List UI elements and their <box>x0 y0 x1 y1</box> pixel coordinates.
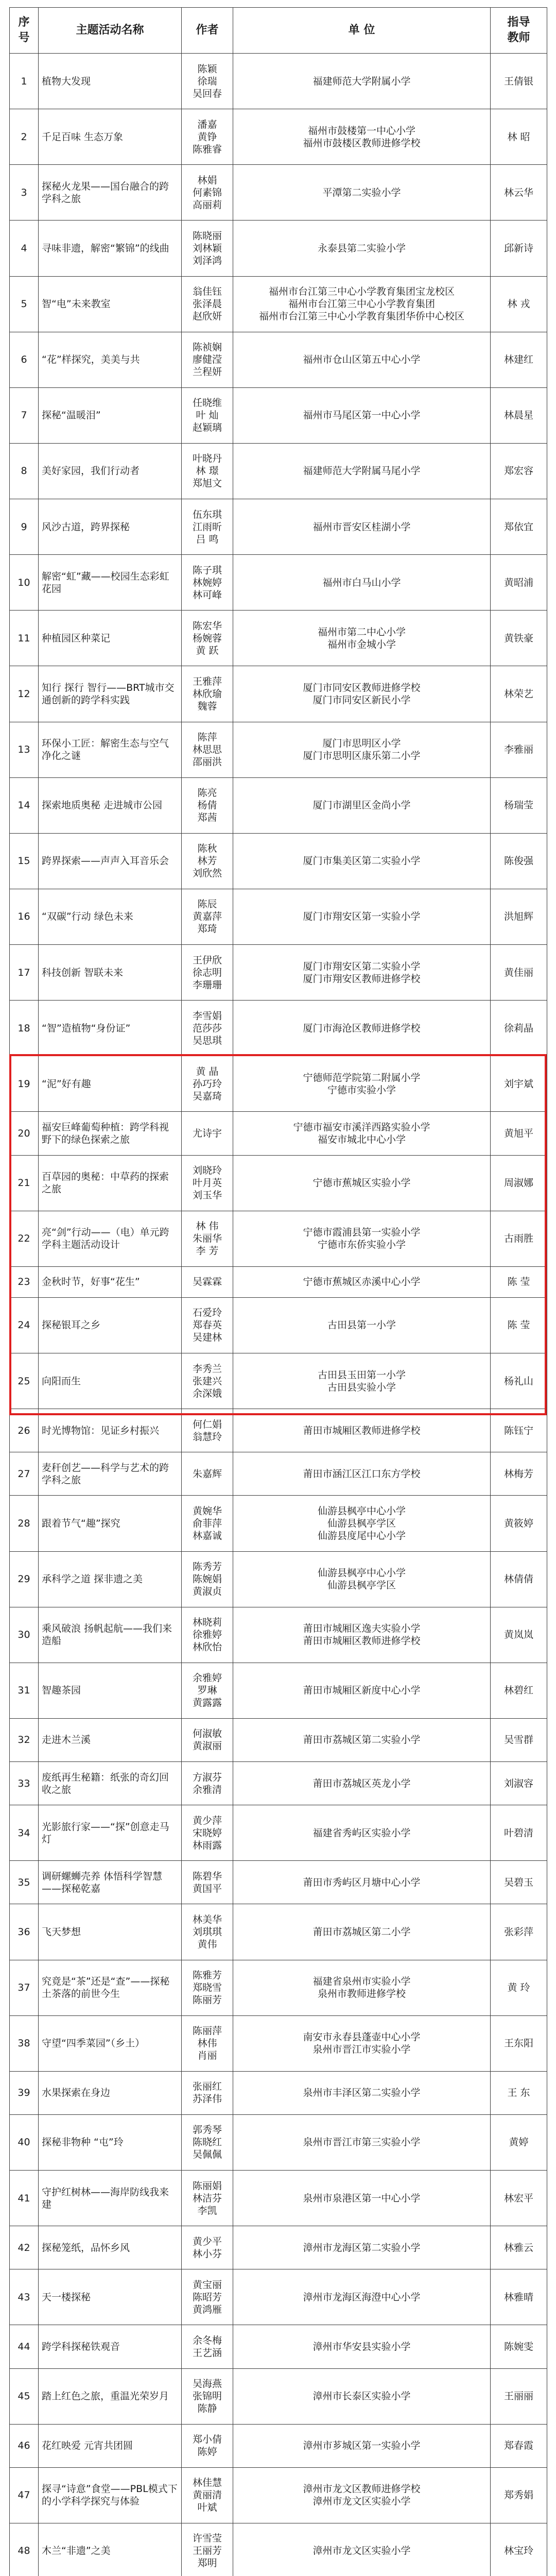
cell-no: 9 <box>10 499 39 555</box>
table-row <box>10 1112 547 1155</box>
cell-teacher: 黄旭平 <box>491 1112 547 1155</box>
table-row <box>10 1211 547 1266</box>
cell-author: 林佳慧 黄丽清 叶斌 <box>182 2467 233 2523</box>
table-row <box>10 2325 547 2368</box>
cell-unit: 宁德市蕉城区赤溪中心小学 <box>233 1266 491 1297</box>
table-row <box>10 1452 547 1496</box>
cell-no: 41 <box>10 2171 39 2226</box>
cell-unit: 莆田市荔城区第二小学 <box>233 1904 491 1960</box>
header-author: 作者 <box>182 8 233 54</box>
cell-no: 46 <box>10 2424 39 2467</box>
cell-unit: 古田县第一小学 <box>233 1297 491 1353</box>
cell-author: 黄少萍 宋晓婷 林雨露 <box>182 1805 233 1861</box>
cell-no: 4 <box>10 221 39 276</box>
cell-teacher: 杨礼山 <box>491 1353 547 1409</box>
cell-no: 11 <box>10 611 39 666</box>
table-header-row <box>10 8 547 54</box>
cell-unit: 厦门市集美区第二实验小学 <box>233 833 491 889</box>
cell-no: 23 <box>10 1266 39 1297</box>
cell-teacher: 林雅晴 <box>491 2269 547 2325</box>
header-teacher: 指导 教师 <box>491 8 547 54</box>
cell-title: 向阳而生 <box>39 1353 182 1409</box>
document <box>9 7 547 2576</box>
cell-unit: 漳州市华安县实验小学 <box>233 2325 491 2368</box>
cell-author: 陈秋 林芳 刘欣然 <box>182 833 233 889</box>
cell-unit: 厦门市翔安区第一实验小学 <box>233 889 491 944</box>
cell-no: 43 <box>10 2269 39 2325</box>
cell-title: 金秋时节，好事“花生” <box>39 1266 182 1297</box>
cell-teacher: 黄 玲 <box>491 1960 547 2015</box>
cell-author: 余冬梅 王艺涵 <box>182 2325 233 2368</box>
cell-title: 调研螺蛳壳养 体悟科学智慧——探秘乾嘉 <box>39 1861 182 1904</box>
cell-no: 39 <box>10 2071 39 2114</box>
table-body <box>10 54 547 2576</box>
cell-title: 麦秆创艺——科学与艺术的跨学科之旅 <box>39 1452 182 1496</box>
cell-no: 1 <box>10 54 39 109</box>
cell-no: 24 <box>10 1297 39 1353</box>
cell-no: 12 <box>10 666 39 722</box>
table-row <box>10 1155 547 1211</box>
cell-unit: 莆田市荔城区英龙小学 <box>233 1762 491 1805</box>
table-row <box>10 611 547 666</box>
table-row <box>10 1904 547 1960</box>
cell-title: 守望“四季菜园”（乡土） <box>39 2015 182 2071</box>
cell-unit: 宁德师范学院第二附属小学 宁德市实验小学 <box>233 1056 491 1112</box>
cell-teacher: 林建红 <box>491 332 547 387</box>
table-row <box>10 1861 547 1904</box>
cell-teacher: 黄筱婷 <box>491 1496 547 1551</box>
table-row <box>10 945 547 1001</box>
table-row <box>10 499 547 555</box>
cell-author: 尤诗宇 <box>182 1112 233 1155</box>
cell-teacher: 叶碧清 <box>491 1805 547 1861</box>
cell-title: 千足百味 生态万象 <box>39 109 182 165</box>
cell-author: 陈颖 徐瑞 吴回春 <box>182 54 233 109</box>
cell-title: “双碳”行动 绿色未来 <box>39 889 182 944</box>
table-row <box>10 1353 547 1409</box>
table-row <box>10 666 547 722</box>
cell-no: 28 <box>10 1496 39 1551</box>
cell-title: 木兰“非遗”之美 <box>39 2523 182 2576</box>
header-unit: 单 位 <box>233 8 491 54</box>
cell-author: 李雪娟 范莎莎 吴思琪 <box>182 1001 233 1056</box>
cell-author: 陈晓丽 刘林颖 刘泽鸿 <box>182 221 233 276</box>
cell-unit: 古田县玉田第一小学 古田县实验小学 <box>233 1353 491 1409</box>
cell-no: 8 <box>10 443 39 499</box>
cell-author: 王雅萍 林欣瑜 魏蓉 <box>182 666 233 722</box>
cell-teacher: 林梅芳 <box>491 1452 547 1496</box>
cell-author: 陈宏华 杨婉蓉 黄 跃 <box>182 611 233 666</box>
cell-title: 跨界探索——声声入耳音乐会 <box>39 833 182 889</box>
cell-title: 美好家园，我们行动者 <box>39 443 182 499</box>
cell-title: 解密“虹”藏——校园生态彩虹花园 <box>39 555 182 611</box>
cell-no: 38 <box>10 2015 39 2071</box>
cell-no: 3 <box>10 165 39 221</box>
cell-no: 25 <box>10 1353 39 1409</box>
cell-teacher: 林云华 <box>491 165 547 221</box>
table-row <box>10 777 547 833</box>
cell-author: 陈子琪 林婉婷 林可峰 <box>182 555 233 611</box>
cell-author: 陈丽娟 林洁芬 李凯 <box>182 2171 233 2226</box>
cell-unit: 泉州市丰泽区第二实验小学 <box>233 2071 491 2114</box>
cell-teacher: 周淑娜 <box>491 1155 547 1211</box>
cell-title: 飞天梦想 <box>39 1904 182 1960</box>
cell-no: 22 <box>10 1211 39 1266</box>
cell-unit: 平潭第二实验小学 <box>233 165 491 221</box>
cell-author: 陈碧华 黄国平 <box>182 1861 233 1904</box>
cell-unit: 南安市永春县蓬壶中心小学 泉州市晋江市实验小学 <box>233 2015 491 2071</box>
cell-no: 27 <box>10 1452 39 1496</box>
cell-teacher: 黄岚岚 <box>491 1607 547 1663</box>
table-row <box>10 1762 547 1805</box>
cell-unit: 漳州市长泰区实验小学 <box>233 2368 491 2424</box>
cell-no: 20 <box>10 1112 39 1155</box>
cell-author: 黄 晶 孙巧玲 吴嘉琦 <box>182 1056 233 1112</box>
cell-title: 走进木兰溪 <box>39 1718 182 1761</box>
cell-unit: 福州市台江第三中心小学教育集团宝龙校区 福州市台江第三中心小学教育集团 福州市台江第三中心小学教育集团华侨中心校区 <box>233 276 491 332</box>
cell-author: 王伊欣 徐志明 李珊珊 <box>182 945 233 1001</box>
cell-no: 40 <box>10 2114 39 2170</box>
cell-teacher: 林 戎 <box>491 276 547 332</box>
cell-author: 林晓莉 徐雅婷 林欣怡 <box>182 1607 233 1663</box>
cell-teacher: 黄佳丽 <box>491 945 547 1001</box>
table-row <box>10 1960 547 2015</box>
cell-teacher: 徐莉晶 <box>491 1001 547 1056</box>
cell-teacher: 陈俊强 <box>491 833 547 889</box>
cell-title: 水果探索在身边 <box>39 2071 182 2114</box>
cell-teacher: 郑宏容 <box>491 443 547 499</box>
table-row <box>10 555 547 611</box>
cell-author: 余雅婷 罗琳 黄露露 <box>182 1663 233 1718</box>
table-row <box>10 1607 547 1663</box>
cell-title: 踏上红色之旅，重温光荣岁月 <box>39 2368 182 2424</box>
cell-teacher: 洪旭辉 <box>491 889 547 944</box>
cell-unit: 福建省泉州市实验小学 泉州市教师进修学校 <box>233 1960 491 2015</box>
cell-unit: 永泰县第二实验小学 <box>233 221 491 276</box>
cell-title: 智趣茶园 <box>39 1663 182 1718</box>
cell-unit: 厦门市湖里区金尚小学 <box>233 777 491 833</box>
cell-author: 吴海燕 张锦明 陈静 <box>182 2368 233 2424</box>
cell-author: 李秀兰 张建兴 余深娥 <box>182 1353 233 1409</box>
cell-unit: 福州市第二中心小学 福州市金城小学 <box>233 611 491 666</box>
cell-no: 18 <box>10 1001 39 1056</box>
cell-teacher: 王丽丽 <box>491 2368 547 2424</box>
cell-teacher: 郑依宜 <box>491 499 547 555</box>
cell-unit: 漳州市龙文区实验小学 <box>233 2523 491 2576</box>
cell-title: 守护红树林——海岸防线我来建 <box>39 2171 182 2226</box>
cell-title: 跨学科探秘铁观音 <box>39 2325 182 2368</box>
cell-unit: 莆田市城厢区逸夫实验小学 莆田市城厢区教师进修学校 <box>233 1607 491 1663</box>
cell-author: 黄婉华 俞菲萍 林嘉诚 <box>182 1496 233 1551</box>
cell-unit: 福建省秀屿区实验小学 <box>233 1805 491 1861</box>
cell-no: 35 <box>10 1861 39 1904</box>
cell-author: 刘晓玲 叶月英 刘玉华 <box>182 1155 233 1211</box>
cell-no: 14 <box>10 777 39 833</box>
table-row <box>10 1001 547 1056</box>
cell-unit: 厦门市同安区教师进修学校 厦门市同安区新民小学 <box>233 666 491 722</box>
cell-title: 时光博物馆：见证乡村振兴 <box>39 1409 182 1452</box>
cell-teacher: 古雨胜 <box>491 1211 547 1266</box>
cell-title: 亮“剑”行动——（电）单元跨学科主题活动设计 <box>39 1211 182 1266</box>
cell-unit: 漳州市龙海区第二实验小学 <box>233 2226 491 2269</box>
cell-unit: 宁德市蕉城区实验小学 <box>233 1155 491 1211</box>
cell-author: 张丽红 苏泽伟 <box>182 2071 233 2114</box>
cell-teacher: 林荣艺 <box>491 666 547 722</box>
cell-unit: 厦门市思明区小学 厦门市思明区康乐第二小学 <box>233 722 491 777</box>
table-row <box>10 1297 547 1353</box>
table-row <box>10 2071 547 2114</box>
cell-unit: 福州市仓山区第五中心小学 <box>233 332 491 387</box>
cell-author: 林娟 何素锦 高丽莉 <box>182 165 233 221</box>
table-row <box>10 443 547 499</box>
table-row <box>10 1409 547 1452</box>
cell-no: 16 <box>10 889 39 944</box>
cell-author: 翁佳钰 张泽晨 赵欣妍 <box>182 276 233 332</box>
cell-unit: 厦门市海沧区教师进修学校 <box>233 1001 491 1056</box>
cell-title: “智”造植物“身份证” <box>39 1001 182 1056</box>
cell-unit: 莆田市城厢区新度中心小学 <box>233 1663 491 1718</box>
cell-author: 黄少平 林小芬 <box>182 2226 233 2269</box>
table-row <box>10 1718 547 1761</box>
table-row <box>10 2523 547 2576</box>
cell-no: 44 <box>10 2325 39 2368</box>
cell-title: 花红映爱 元宵共团圆 <box>39 2424 182 2467</box>
cell-unit: 福建师范大学附属马尾小学 <box>233 443 491 499</box>
cell-no: 32 <box>10 1718 39 1761</box>
cell-title: 知行 探行 智行——BRT城市交通创新的跨学科实践 <box>39 666 182 722</box>
cell-no: 7 <box>10 387 39 443</box>
table-row <box>10 1496 547 1551</box>
cell-title: 科技创新 智联未来 <box>39 945 182 1001</box>
cell-teacher: 郑秀娟 <box>491 2467 547 2523</box>
cell-teacher: 刘宇斌 <box>491 1056 547 1112</box>
cell-author: 林 伟 朱丽华 李 芳 <box>182 1211 233 1266</box>
header-no: 序号 <box>10 8 39 54</box>
cell-title: 种植园区种菜记 <box>39 611 182 666</box>
cell-teacher: 陈婉雯 <box>491 2325 547 2368</box>
cell-author: 石爱玲 郑春英 吴建林 <box>182 1297 233 1353</box>
cell-title: 乘风破浪 扬帆起航——我们来造船 <box>39 1607 182 1663</box>
cell-unit: 厦门市翔安区第二实验小学 厦门市翔安区教师进修学校 <box>233 945 491 1001</box>
cell-teacher: 黄昭浦 <box>491 555 547 611</box>
cell-author: 何仁娟 翁慧玲 <box>182 1409 233 1452</box>
cell-title: 废纸再生秘籍：纸张的奇幻回收之旅 <box>39 1762 182 1805</box>
header-title: 主题活动名称 <box>39 8 182 54</box>
cell-title: 智“电”未来教室 <box>39 276 182 332</box>
cell-author: 郑小倩 陈婷 <box>182 2424 233 2467</box>
table-row <box>10 2467 547 2523</box>
cell-teacher: 吴雪群 <box>491 1718 547 1761</box>
cell-unit: 福州市白马山小学 <box>233 555 491 611</box>
cell-unit: 福州市晋安区桂湖小学 <box>233 499 491 555</box>
cell-teacher: 杨瑞莹 <box>491 777 547 833</box>
cell-teacher: 刘淑容 <box>491 1762 547 1805</box>
cell-no: 45 <box>10 2368 39 2424</box>
cell-teacher: 林 昭 <box>491 109 547 165</box>
table-row <box>10 276 547 332</box>
cell-unit: 泉州市晋江市第三实验小学 <box>233 2114 491 2170</box>
cell-unit: 福州市鼓楼第一中心小学 福州市鼓楼区教师进修学校 <box>233 109 491 165</box>
cell-teacher: 林碧红 <box>491 1663 547 1718</box>
cell-title: 探秘非物种 “屯”玲 <box>39 2114 182 2170</box>
cell-author: 陈萍 林思思 邵丽洪 <box>182 722 233 777</box>
cell-author: 陈丽萍 林伟 肖丽 <box>182 2015 233 2071</box>
cell-teacher: 张彩萍 <box>491 1904 547 1960</box>
table-row <box>10 2424 547 2467</box>
table-row <box>10 165 547 221</box>
cell-no: 36 <box>10 1904 39 1960</box>
cell-author: 朱嘉辉 <box>182 1452 233 1496</box>
table-row <box>10 332 547 387</box>
cell-no: 19 <box>10 1056 39 1112</box>
cell-teacher: 林宝玲 <box>491 2523 547 2576</box>
cell-teacher: 邱新诗 <box>491 221 547 276</box>
table-row <box>10 387 547 443</box>
table-row <box>10 2015 547 2071</box>
table-row <box>10 1551 547 1607</box>
cell-author: 郭秀琴 陈晓红 吴佩佩 <box>182 2114 233 2170</box>
cell-title: 天一楼探秘 <box>39 2269 182 2325</box>
cell-teacher: 林晨星 <box>491 387 547 443</box>
cell-no: 13 <box>10 722 39 777</box>
table-row <box>10 1663 547 1718</box>
table-row <box>10 2226 547 2269</box>
cell-title: 探秘银耳之乡 <box>39 1297 182 1353</box>
table-row <box>10 1056 547 1112</box>
cell-title: “花”样探究，美美与共 <box>39 332 182 387</box>
cell-author: 陈辰 黄嘉萍 郑琦 <box>182 889 233 944</box>
table-row <box>10 2114 547 2170</box>
cell-unit: 宁德市福安市溪洋西路实验小学 福安市城北中心小学 <box>233 1112 491 1155</box>
cell-no: 42 <box>10 2226 39 2269</box>
cell-title: 植物大发现 <box>39 54 182 109</box>
cell-title: 探秘火龙果——国台融合的跨学科之旅 <box>39 165 182 221</box>
cell-no: 33 <box>10 1762 39 1805</box>
cell-teacher: 吴碧玉 <box>491 1861 547 1904</box>
cell-author: 陈秀芳 陈婉娟 黄淑贞 <box>182 1551 233 1607</box>
cell-title: 探索地质奥秘 走进城市公园 <box>39 777 182 833</box>
cell-unit: 莆田市秀屿区月塘中心小学 <box>233 1861 491 1904</box>
table-row <box>10 2368 547 2424</box>
cell-teacher: 王 东 <box>491 2071 547 2114</box>
cell-author: 何淑敏 黄淑丽 <box>182 1718 233 1761</box>
cell-teacher: 陈 莹 <box>491 1297 547 1353</box>
cell-author: 伍东琪 江雨昕 吕 鸣 <box>182 499 233 555</box>
table-row <box>10 2269 547 2325</box>
cell-title: 寻味非遗，解密“繁锦”的线曲 <box>39 221 182 276</box>
cell-author: 黄宝丽 陈昭芳 黄鸿雁 <box>182 2269 233 2325</box>
cell-no: 48 <box>10 2523 39 2576</box>
cell-author: 任晓维 叶 灿 赵颖璃 <box>182 387 233 443</box>
cell-no: 31 <box>10 1663 39 1718</box>
cell-title: 探秘“温暖泪” <box>39 387 182 443</box>
cell-author: 陈雅芳 郑晓雪 陈丽芳 <box>182 1960 233 2015</box>
cell-unit: 漳州市芗城区第一实验小学 <box>233 2424 491 2467</box>
cell-no: 47 <box>10 2467 39 2523</box>
cell-teacher: 林宏平 <box>491 2171 547 2226</box>
cell-teacher: 陈 莹 <box>491 1266 547 1297</box>
cell-teacher: 陈钰宁 <box>491 1409 547 1452</box>
cell-author: 吴霖霖 <box>182 1266 233 1297</box>
cell-no: 29 <box>10 1551 39 1607</box>
cell-author: 潘嘉 黄铮 陈雅睿 <box>182 109 233 165</box>
table-row <box>10 833 547 889</box>
cell-no: 21 <box>10 1155 39 1211</box>
table-row <box>10 1266 547 1297</box>
cell-unit: 莆田市涵江区江口东方学校 <box>233 1452 491 1496</box>
cell-no: 6 <box>10 332 39 387</box>
table-row <box>10 54 547 109</box>
cell-unit: 仙游县枫亭中心小学 仙游县枫亭学区 <box>233 1551 491 1607</box>
cell-no: 34 <box>10 1805 39 1861</box>
table-row <box>10 2171 547 2226</box>
cell-no: 30 <box>10 1607 39 1663</box>
cell-title: 跟着节气“趣”探究 <box>39 1496 182 1551</box>
cell-teacher: 郑春霞 <box>491 2424 547 2467</box>
cell-no: 37 <box>10 1960 39 2015</box>
cell-title: 百草园的奥秘：中草药的探索之旅 <box>39 1155 182 1211</box>
table-row <box>10 109 547 165</box>
cell-author: 许雪莹 王丽芳 郑明 <box>182 2523 233 2576</box>
cell-author: 叶晓丹 林 璟 郑旭文 <box>182 443 233 499</box>
table-row <box>10 1805 547 1861</box>
table-row <box>10 221 547 276</box>
cell-unit: 莆田市荔城区第二实验小学 <box>233 1718 491 1761</box>
cell-no: 17 <box>10 945 39 1001</box>
cell-teacher: 李雅丽 <box>491 722 547 777</box>
cell-unit: 福州市马尾区第一中心小学 <box>233 387 491 443</box>
cell-teacher: 王倩银 <box>491 54 547 109</box>
table-row <box>10 722 547 777</box>
cell-title: 环保小工匠：解密生态与空气净化之谜 <box>39 722 182 777</box>
cell-title: 光影旅行家——“探”创意走马灯 <box>39 1805 182 1861</box>
cell-teacher: 黄婷 <box>491 2114 547 2170</box>
cell-no: 5 <box>10 276 39 332</box>
cell-unit: 泉州市泉港区第一中心小学 <box>233 2171 491 2226</box>
cell-teacher: 林雅云 <box>491 2226 547 2269</box>
cell-author: 陈祯娴 廖健滢 兰程妍 <box>182 332 233 387</box>
cell-title: 福安巨峰葡萄种植：跨学科视野下的绿色探索之旅 <box>39 1112 182 1155</box>
cell-title: 风沙古道，跨界探秘 <box>39 499 182 555</box>
cell-no: 26 <box>10 1409 39 1452</box>
cell-teacher: 林倩倩 <box>491 1551 547 1607</box>
cell-author: 林美华 刘琪琪 黄伟 <box>182 1904 233 1960</box>
cell-teacher: 黄铁豪 <box>491 611 547 666</box>
cell-author: 陈亮 杨倩 郑茜 <box>182 777 233 833</box>
cell-no: 15 <box>10 833 39 889</box>
cell-unit: 福建师范大学附属小学 <box>233 54 491 109</box>
cell-title: 究竟是“茶”还是“查”——探秘土茶落的前世今生 <box>39 1960 182 2015</box>
cell-title: 承科学之道 探非遗之美 <box>39 1551 182 1607</box>
cell-title: “泥”好有趣 <box>39 1056 182 1112</box>
cell-title: 探秘笼纸，品怀乡风 <box>39 2226 182 2269</box>
cell-unit: 漳州市龙海区海澄中心小学 <box>233 2269 491 2325</box>
cell-no: 10 <box>10 555 39 611</box>
cell-unit: 宁德市霞浦县第一实验小学 宁德市东侨实验小学 <box>233 1211 491 1266</box>
table-row <box>10 889 547 944</box>
cell-teacher: 王东阳 <box>491 2015 547 2071</box>
cell-unit: 莆田市城厢区教师进修学校 <box>233 1409 491 1452</box>
cell-no: 2 <box>10 109 39 165</box>
award-list-table <box>9 7 547 2576</box>
cell-author: 方淑芬 余雅清 <box>182 1762 233 1805</box>
cell-title: 探寻“诗意”食堂——PBL模式下的小学科学探究与体验 <box>39 2467 182 2523</box>
cell-unit: 漳州市龙文区教师进修学校 漳州市龙文区实验小学 <box>233 2467 491 2523</box>
cell-unit: 仙游县枫亭中心小学 仙游县枫亭学区 仙游县度尾中心小学 <box>233 1496 491 1551</box>
